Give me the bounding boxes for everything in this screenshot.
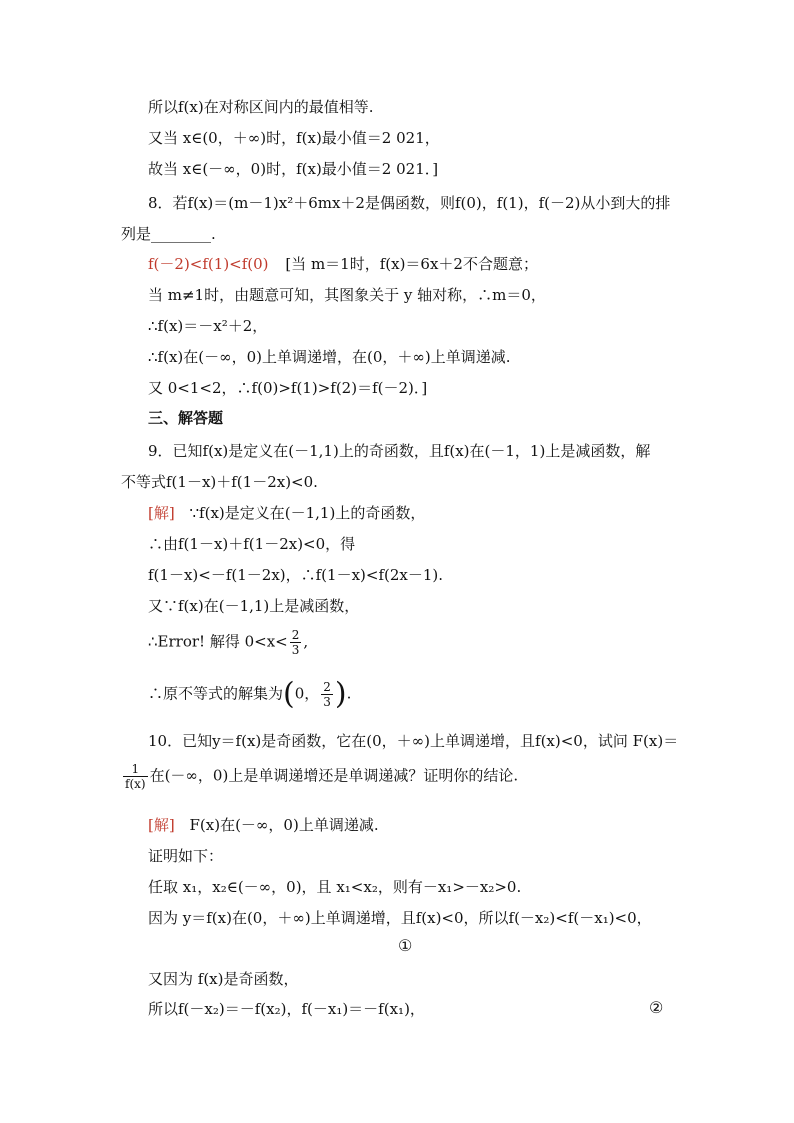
question-8-blank: 列是________. bbox=[121, 225, 216, 243]
solution-text: F(x)在(－∞，0)上单调递减. bbox=[189, 816, 379, 834]
question-9-cont: 不等式f(1－x)＋f(1－2x)<0. bbox=[121, 473, 318, 491]
text-line: 故当 x∈(－∞，0)时，f(x)最小值＝2 021．] bbox=[148, 160, 439, 178]
text-span: 在(－∞，0)上是单调递增还是单调递减？证明你的结论. bbox=[149, 766, 519, 785]
fraction-numerator: 1 bbox=[123, 762, 148, 777]
fraction-denominator: 3 bbox=[323, 695, 331, 709]
fraction bbox=[123, 762, 148, 791]
solution-9 bbox=[148, 503, 425, 523]
fraction-numerator: 2 bbox=[291, 628, 300, 642]
question-10-cont bbox=[121, 762, 518, 791]
question-8: 8．若f(x)＝(m－1)x²＋6mx＋2是偶函数，则f(0)，f(1)，f(－2)从小到大的排 bbox=[148, 194, 671, 212]
text-line: 又∵f(x)在(－1,1)上是减函数， bbox=[148, 597, 360, 615]
fraction-denominator: f(x) bbox=[125, 777, 146, 791]
text-line: 因为 y＝f(x)在(0，＋∞)上单调递增，且f(x)<0，所以f(－x₂)<f(－x₁)<0， bbox=[148, 909, 652, 927]
question-10: 10．已知y＝f(x)是奇函数，它在(0，＋∞)上单调递增，且f(x)<0，试问 F(x)＝ bbox=[148, 732, 679, 750]
left-paren: ( bbox=[283, 676, 295, 712]
answer-8 bbox=[148, 254, 538, 274]
right-paren: ) bbox=[334, 676, 347, 712]
solution-text: ∵f(x)是定义在(－1,1)上的奇函数， bbox=[189, 504, 426, 522]
text-span: . bbox=[346, 684, 352, 703]
text-line: ∴f(x)＝－x²＋2， bbox=[148, 317, 268, 335]
fraction bbox=[321, 680, 333, 709]
solution-tag: [解] bbox=[148, 816, 175, 834]
solution-10 bbox=[148, 815, 379, 835]
text-line: 证明如下： bbox=[148, 847, 224, 865]
section-heading: 三、解答题 bbox=[148, 409, 224, 427]
text-line bbox=[148, 628, 308, 657]
fraction-denominator: 3 bbox=[291, 643, 300, 657]
text-line: 任取 x₁，x₂∈(－∞，0)，且 x₁<x₂，则有－x₁>－x₂>0. bbox=[148, 878, 522, 896]
equation-marker-1: ① bbox=[398, 936, 413, 955]
fraction-numerator: 2 bbox=[323, 680, 331, 694]
equation-marker-2: ② bbox=[649, 998, 664, 1017]
text-line: ∴由f(1－x)＋f(1－2x)<0，得 bbox=[148, 535, 356, 553]
text-line bbox=[148, 676, 352, 712]
question-9: 9．已知f(x)是定义在(－1,1)上的奇函数，且f(x)在(－1，1)上是减函数，解 bbox=[148, 442, 651, 460]
text-line: f(1－x)<－f(1－2x)，∴f(1－x)<f(2x－1). bbox=[148, 566, 444, 584]
text-line: ∴f(x)在(－∞，0)上单调递增，在(0，＋∞)上单调递减. bbox=[148, 348, 511, 366]
text-span: ∴原不等式的解集为 bbox=[148, 684, 284, 703]
text-span: ∴Error! 解得 0<x< bbox=[148, 632, 288, 651]
text-line: 所以f(－x₂)＝－f(x₂)，f(－x₁)＝－f(x₁)， bbox=[148, 1000, 425, 1018]
answer-8-result: f(－2)<f(1)<f(0) bbox=[148, 255, 269, 273]
text-span: , bbox=[303, 632, 309, 651]
answer-8-explain: [当 m＝1时，f(x)＝6x＋2不合题意； bbox=[285, 255, 538, 273]
fraction bbox=[290, 628, 302, 657]
text-line: 又 0<1<2，∴f(0)>f(1)>f(2)＝f(－2)．] bbox=[148, 379, 428, 397]
text-line: 所以f(x)在对称区间内的最值相等. bbox=[148, 98, 374, 116]
text-line: 又因为 f(x)是奇函数， bbox=[148, 970, 299, 988]
solution-tag: [解] bbox=[148, 504, 175, 522]
text-line: 当 m≠1时，由题意可知，其图象关于 y 轴对称，∴m＝0， bbox=[148, 286, 546, 304]
text-line: 又当 x∈(0，＋∞)时，f(x)最小值＝2 021， bbox=[148, 129, 440, 147]
text-span: 0， bbox=[294, 684, 320, 703]
